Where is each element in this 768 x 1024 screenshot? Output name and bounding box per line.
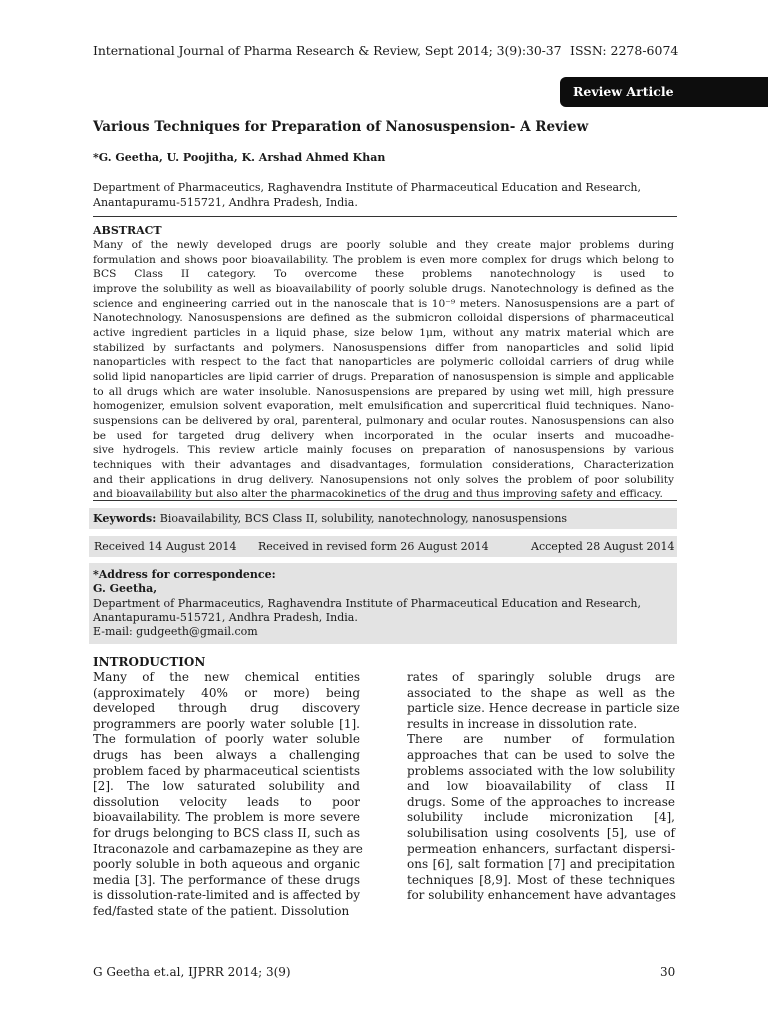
body-line: There are number of formulation (407, 732, 675, 747)
divider (93, 216, 677, 217)
abstract-line: Nanotechnology. Nanosuspensions are defined as the submicron colloidal dispersions of pharmaceutical (93, 312, 674, 325)
article-title: Various Techniques for Preparation of Nanosuspension- A Review (93, 119, 589, 135)
abstract-line: formulation and shows poor bioavailability. The problem is even more complex for drugs which belong to (93, 253, 674, 266)
body-line: is dissolution-rate-limited and is affected by (93, 888, 360, 903)
body-line: Itraconazole and carbamazepine as they are (93, 841, 363, 856)
abstract-line: and their applications in drug delivery. Nanosupensions not only solves the problem of poor solubility (93, 473, 674, 486)
body-line: results in increase in dissolution rate. (407, 716, 638, 731)
body-line: permeation enhancers, surfactant dispersi- (407, 841, 675, 856)
affiliation-line: Department of Pharmaceutics, Raghavendra Institute of Pharmaceutical Education and Research, (93, 181, 642, 194)
received-date: Received 14 August 2014 (94, 540, 237, 553)
body-line: drugs. Some of the approaches to increase (407, 794, 675, 809)
body-line: associated to the shape as well as the (407, 685, 675, 700)
body-line: particle size. Hence decrease in particle size (407, 701, 680, 716)
body-line: problem faced by pharmaceutical scientists (93, 763, 360, 778)
abstract-heading: ABSTRACT (93, 224, 162, 237)
body-line: solubility include micronization [4], (407, 810, 675, 825)
abstract-line: solid lipid nanoparticles are lipid carrier of drugs. Preparation of nanosuspension is simple and applicable (93, 370, 674, 383)
affiliation-line: Anantapuramu-515721, Andhra Pradesh, India. (93, 196, 358, 209)
body-line: poorly soluble in both aqueous and organic (93, 857, 360, 872)
body-line: (approximately 40% or more) being (93, 685, 360, 700)
correspondence-line: Department of Pharmaceutics, Raghavendra Institute of Pharmaceutical Education and Research, (93, 596, 642, 610)
abstract-line: stabilized by surfactants and polymers. Nanosuspensions differ from nanoparticles and solid lipid (93, 341, 674, 354)
body-line: rates of sparingly soluble drugs are (407, 670, 675, 684)
abstract-line: and bioavailability but also alter the pharmacokinetics of the drug and thus improving safety and efficacy. (93, 488, 663, 501)
divider (93, 500, 677, 501)
body-line: drugs has been always a challenging (93, 747, 360, 762)
keywords-label: Keywords: (93, 512, 157, 525)
abstract-line: BCS Class II category. To overcome these problems nanotechnology is used to (93, 268, 674, 281)
correspondence-email: E-mail: gudgeeth@gmail.com (93, 625, 258, 639)
dates-box (89, 536, 677, 557)
journal-header: International Journal of Pharma Research & Review, Sept 2014; 3(9):30-37 (93, 43, 562, 58)
abstract-line: improve the solubility as well as bioavailability of poorly soluble drugs. Nanotechnology is defined as the (93, 282, 674, 295)
abstract-line: suspensions can be delivered by oral, parenteral, pulmonary and ocular routes. Nanosuspensions can also (93, 414, 674, 427)
abstract-body (93, 238, 674, 502)
abstract-line: homogenizer, emulsion solvent evaporation, melt emulsification and supercritical fluid techniques. Nano- (93, 400, 674, 413)
introduction-right-column (407, 670, 680, 904)
abstract-line: Many of the newly developed drugs are poorly soluble and they create major problems during (93, 239, 674, 251)
introduction-left-column (93, 670, 363, 920)
body-line: approaches that can be used to solve the (407, 747, 675, 762)
introduction-heading: INTRODUCTION (93, 655, 206, 669)
affiliation (93, 180, 641, 210)
body-line: solubilisation using cosolvents [5], use of (407, 825, 675, 840)
body-line: for solubility enhancement have advantages (407, 888, 676, 903)
body-line: media [3]. The performance of these drugs (93, 872, 360, 887)
abstract-line: be used for targeted drug delivery when incorporated in the ocular inserts and mucoadhe- (93, 429, 674, 442)
keywords-box (89, 508, 677, 529)
correspondence-box (89, 563, 677, 644)
body-line: [2]. The low saturated solubility and (93, 779, 360, 794)
body-line: problems associated with the low solubility (407, 763, 675, 778)
abstract-line: to all drugs which are water insoluble. Nanosuspensions are prepared by using wet mill, high pressure (93, 385, 674, 398)
body-line: fed/fasted state of the patient. Dissolution (93, 903, 350, 918)
abstract-line: active ingredient particles in a liquid phase, size below 1μm, without any matrix material which are (93, 326, 674, 339)
abstract-line: sive hydrogels. This review article mainly focuses on preparation of nanosuspensions by various (93, 444, 674, 457)
keywords-text: Bioavailability, BCS Class II, solubility, nanotechnology, nanosuspensions (159, 512, 568, 525)
footer-citation: G Geetha et.al, IJPRR 2014; 3(9) (93, 965, 291, 979)
body-line: bioavailability. The problem is more severe (93, 810, 360, 825)
body-line: and low bioavailability of class II (407, 779, 675, 794)
issn: ISSN: 2278-6074 (570, 43, 679, 58)
body-line: ons [6], salt formation [7] and precipitation (407, 857, 675, 872)
correspondence-line: Anantapuramu-515721, Andhra Pradesh, India. (93, 610, 358, 624)
body-line: Many of the new chemical entities (93, 670, 360, 684)
abstract-line: techniques with their advantages and disadvantages, formulation considerations, Characterization (93, 458, 674, 471)
article-type-badge: Review Article (560, 77, 768, 107)
body-line: programmers are poorly water soluble [1]. (93, 716, 360, 731)
correspondence-heading: *Address for correspondence: (93, 568, 276, 581)
abstract-line: nanoparticles with respect to the fact that nanoparticles are polymeric colloidal carriers of drug while (93, 356, 674, 369)
abstract-line: science and engineering carried out in the nanoscale that is 10⁻⁹ meters. Nanosuspensions are a part of (93, 297, 674, 310)
page-number: 30 (660, 965, 676, 979)
accepted-date: Accepted 28 August 2014 (531, 540, 675, 553)
correspondence-name: G. Geetha, (93, 582, 158, 596)
body-line: The formulation of poorly water soluble (93, 732, 360, 747)
authors: *G. Geetha, U. Poojitha, K. Arshad Ahmed Khan (93, 151, 386, 164)
body-line: techniques [8,9]. Most of these techniques (407, 872, 675, 887)
revised-date: Received in revised form 26 August 2014 (258, 540, 489, 553)
body-line: developed through drug discovery (93, 701, 360, 716)
body-line: dissolution velocity leads to poor (93, 794, 360, 809)
body-line: for drugs belonging to BCS class II, such as (93, 825, 360, 840)
